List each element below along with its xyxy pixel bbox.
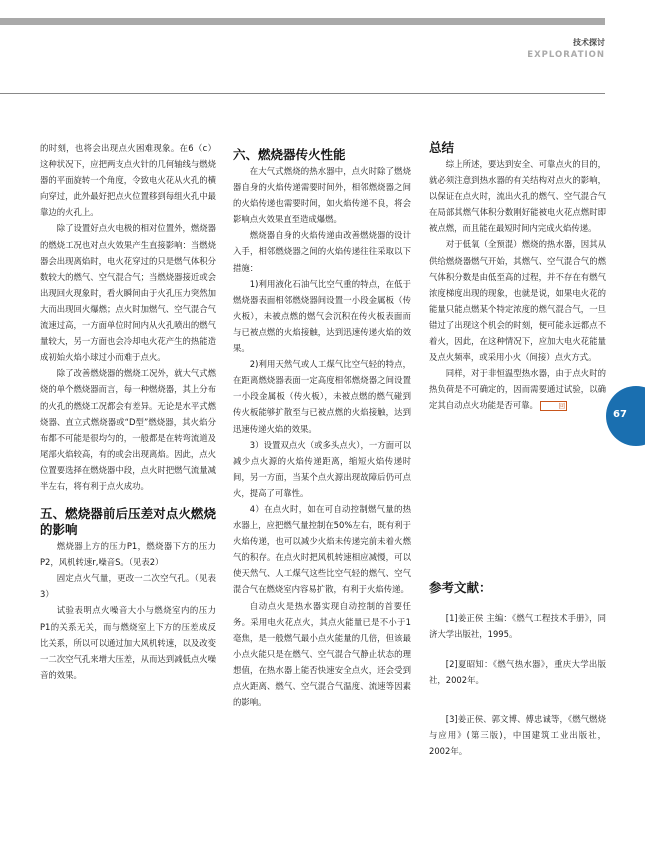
paragraph: 除了改善燃烧器的燃烧工况外，就大气式燃烧的单个燃烧器而言，每一种燃烧器，其上分布的火孔的燃烧工况都会有差异。无论是水平式燃烧器、直立式燃烧器或“D型”燃烧器，其火焰分布都不可能是很均匀的，一般都是在转弯流道及尾部火焰较高，有的或会出现离焰。因此，点火位置要选择在燃烧器中段，点火时把燃气流量减半左右，将有利于点火成功。 bbox=[40, 368, 216, 491]
section-heading-6: 六、燃烧器传火性能 bbox=[233, 147, 346, 162]
paragraph: 2)利用天然气或人工煤气比空气轻的特点，在距离燃烧器表面一定高度相邻燃烧器之间设置一小段金属板（传火板），未被点燃的燃气碰到传火板能够扩散至与已被点燃的火焰接触，达到迅速传递火焰的效果。 bbox=[233, 359, 411, 434]
paragraph: 的时刻，也将会出现点火困难现象。在6（c）这种状况下，应把两支点火针的几何轴线与燃烧器的平面旋转一个角度，令致电火花从火孔的横向穿过，此外最好把点火位置移到每组火孔中最靠边的火孔上。 bbox=[40, 143, 216, 218]
column-3 bbox=[429, 140, 606, 414]
section-heading-summary: 总结 bbox=[429, 140, 455, 155]
section-label-cn: 技术探讨 bbox=[573, 38, 605, 47]
paragraph: 自动点火是热水器实现自动控制的首要任务。采用电火花点火，其点火能量已是不小于1毫焦，是一般燃气最小点火能量的几倍，但该最小点火能只是在燃气、空气混合气静止状态的理想值，在热水器上能否快速安全点火，还会受到点火距离、燃气、空气混合气温度、流速等因素的影响。 bbox=[233, 600, 411, 708]
header-divider bbox=[0, 93, 605, 94]
paragraph: 4）在点火时，如在可自动控制燃气量的热水器上，应把燃气量控制在50%左右，既有利于火焰传递，也可以减少火焰未传递完前未着火燃气的积存。在点火时把风机转速相应减慢，可以使天然气、人工煤气这些比空气轻的燃气、空气混合气在燃烧室内容易扩散，有利于火焰传递。 bbox=[233, 503, 411, 595]
column-2 bbox=[233, 147, 411, 710]
paragraph: 除了设置好点火电极的相对位置外，燃烧器的燃烧工况也对点火效果产生直接影响：当燃烧器会出现离焰时，电火花穿过的只是燃气体积分数较大的燃气、空气混合气；当燃烧器接近或会出现回火现象时，看火瞬间由于火孔压力突然加大而出现回火爆燃；点火时加燃气、空气混合气流速过高，一方面单位时间内从火孔喷出的燃气量较大，另一方面也会冷却电火花产生的热能造成初始火焰小球过小而难于点火。 bbox=[40, 223, 216, 363]
section-heading-5: 五、燃烧器前后压差对点火燃烧的影响 bbox=[40, 506, 216, 538]
paragraph: 在大气式燃烧的热水器中，点火时除了燃烧器自身的火焰传递需要时间外，相邻燃烧器之间的火焰传递也需要时间，如火焰传递不良，将会影响点火效果直至造成爆燃。 bbox=[233, 166, 411, 225]
column-1 bbox=[40, 140, 216, 683]
end-mark-icon: 回 bbox=[540, 401, 567, 411]
paragraph bbox=[429, 365, 606, 413]
paragraph: 3）设置双点火（或多头点火），一方面可以减少点火源的火焰传递距离，缩短火焰传递时间，另一方面，当某个点火源出现故障后仍可点火，提高了可靠性。 bbox=[233, 439, 411, 498]
reference-item: [1]姜正侯 主编：《燃气工程技术手册》，同济大学出版社，1995。 bbox=[429, 613, 606, 640]
paragraph: 燃烧器自身的火焰传递由改善燃烧器的设计入手，相邻燃烧器之间的火焰传递往往采取以下措施： bbox=[233, 230, 411, 273]
paragraph: 试验表明点火噪音大小与燃烧室内的压力P1的关系无关，而与燃烧室上下方的压差成反比关系，所以可以通过加大风机转速，以及改变一二次空气孔来增大压差，从而达到减低点火噪音的效果。 bbox=[40, 605, 216, 680]
paragraph-text: 同样，对于非恒温型热水器，由于点火时的热负荷是不可确定的，因而需要通过试验，以确定其自动点火功能是否可靠。 bbox=[429, 368, 606, 411]
paragraph: 对于低氧（全预混）燃烧的热水器，因其从供给燃烧器燃气开始，其燃气、空气混合气的燃气体积分数是由低至高的过程，并不存在有燃气浓度梯度出现的现象，也就是说，如果电火花的能量只能点燃某个特定浓度的燃气混合气，一旦错过了出现这个机会的时刻，便可能永远都点不着火，因此，在这种情况下，应加大电火花能量及点火频率，或采用小火（间接）点火方式。 bbox=[429, 239, 606, 363]
header-bar bbox=[0, 18, 605, 25]
paragraph: 燃烧器上方的压力P1，燃烧器下方的压力P2，风机转速r,噪音S。（见表2） bbox=[40, 541, 216, 568]
section-label-en: EXPLORATION bbox=[527, 50, 605, 60]
paragraph: 1)利用液化石油气比空气重的特点，在低于燃烧器表面相邻燃烧器间设置一小段金属板（传火板），未被点燃的燃气会沉积在传火板表面而与已被点燃的火焰接触，达到迅速传递火焰的效果。 bbox=[233, 278, 411, 354]
reference-item: [3]姜正侯、郭文博、傅忠诚等，《燃气燃烧与应用》(第三版)，中国建筑工业出版社，2002年。 bbox=[429, 714, 606, 757]
paragraph: 固定点火气量，更改一二次空气孔。（见表3） bbox=[40, 573, 216, 600]
paragraph: 综上所述，要达到安全、可靠点火的目的，就必须注意到热水器的有关结构对点火的影响，以保证在点火时，流出火孔的燃气、空气混合气在局部其燃气体积分数刚好能被电火花点燃时即被点燃，而且能在最短时间内完成火焰传递。 bbox=[429, 159, 606, 234]
references-title: 参考文献： bbox=[429, 580, 492, 595]
page-number: 67 bbox=[613, 409, 627, 420]
reference-item: [2]夏昭知：《燃气热水器》，重庆大学出版社，2002年。 bbox=[429, 659, 606, 686]
